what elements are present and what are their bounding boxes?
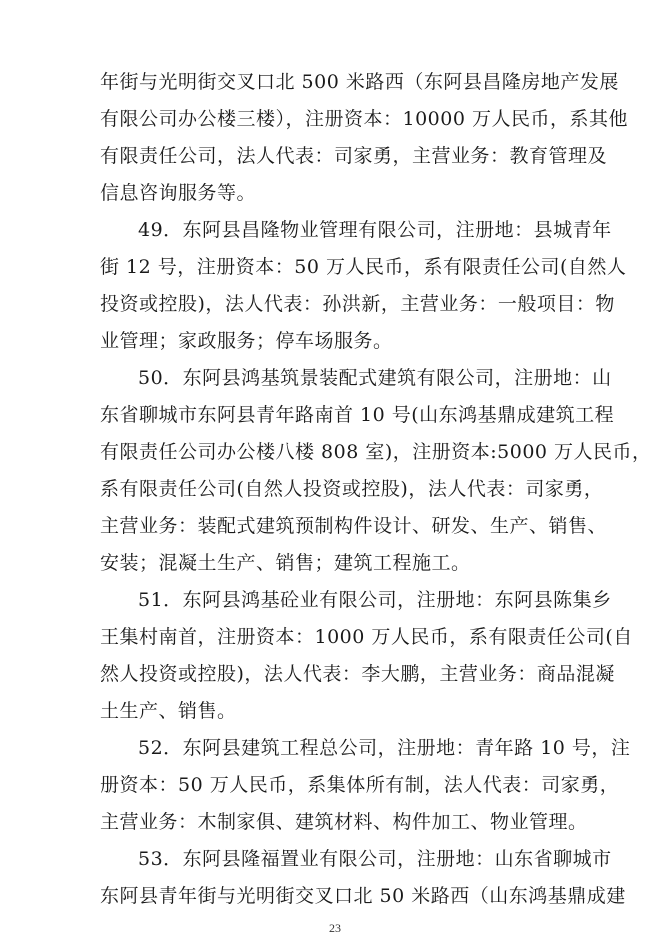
text-line: 东阿县青年街与光明街交叉口北 50 米路西（山东鸿基鼎成建	[100, 885, 626, 907]
text-line: 土生产、销售。	[100, 700, 237, 722]
paragraph-53-start: 53．东阿县隆福置业有限公司，注册地：山东省聊城市	[138, 848, 612, 870]
text-line: 有限公司办公楼三楼），注册资本：10000 万人民币，系其他	[100, 108, 628, 130]
text-line: 有限责任公司，法人代表：司家勇，主营业务：教育管理及	[100, 145, 608, 167]
text-line: 东省聊城市东阿县青年路南首 10 号(山东鸿基鼎成建筑工程	[100, 404, 615, 426]
text-line: 街 12 号，注册资本：50 万人民币，系有限责任公司(自然人	[100, 256, 627, 278]
text-line: 册资本：50 万人民币，系集体所有制，法人代表：司家勇，	[100, 774, 620, 796]
text-line: 王集村南首，注册资本：1000 万人民币，系有限责任公司(自	[100, 626, 633, 648]
text-line: 投资或控股)，法人代表：孙洪新，主营业务：一般项目：物	[100, 293, 615, 315]
text-line: 有限责任公司办公楼八楼 808 室)，注册资本:5000 万人民币，	[100, 441, 652, 463]
page-number: 23	[329, 921, 341, 935]
paragraph-50-start: 50．东阿县鸿基筑景装配式建筑有限公司，注册地：山	[138, 367, 612, 389]
paragraph-52-start: 52．东阿县建筑工程总公司，注册地：青年路 10 号，注	[138, 737, 631, 759]
paragraph-51-start: 51．东阿县鸿基砼业有限公司，注册地：东阿县陈集乡	[138, 589, 612, 611]
text-line: 安装；混凝土生产、销售；建筑工程施工。	[100, 552, 471, 574]
text-line: 系有限责任公司(自然人投资或控股)，法人代表：司家勇，	[100, 478, 604, 500]
text-line: 信息咨询服务等。	[100, 182, 257, 204]
text-line: 然人投资或控股)，法人代表：李大鹏，主营业务：商品混凝	[100, 663, 615, 685]
text-line: 业管理；家政服务；停车场服务。	[100, 330, 393, 352]
text-line: 主营业务：木制家俱、建筑材料、构件加工、物业管理。	[100, 811, 588, 833]
text-line: 主营业务：装配式建筑预制构件设计、研发、生产、销售、	[100, 515, 608, 537]
text-line: 年街与光明街交叉口北 500 米路西（东阿县昌隆房地产发展	[100, 71, 619, 93]
paragraph-49-start: 49．东阿县昌隆物业管理有限公司，注册地：县城青年	[138, 219, 612, 241]
